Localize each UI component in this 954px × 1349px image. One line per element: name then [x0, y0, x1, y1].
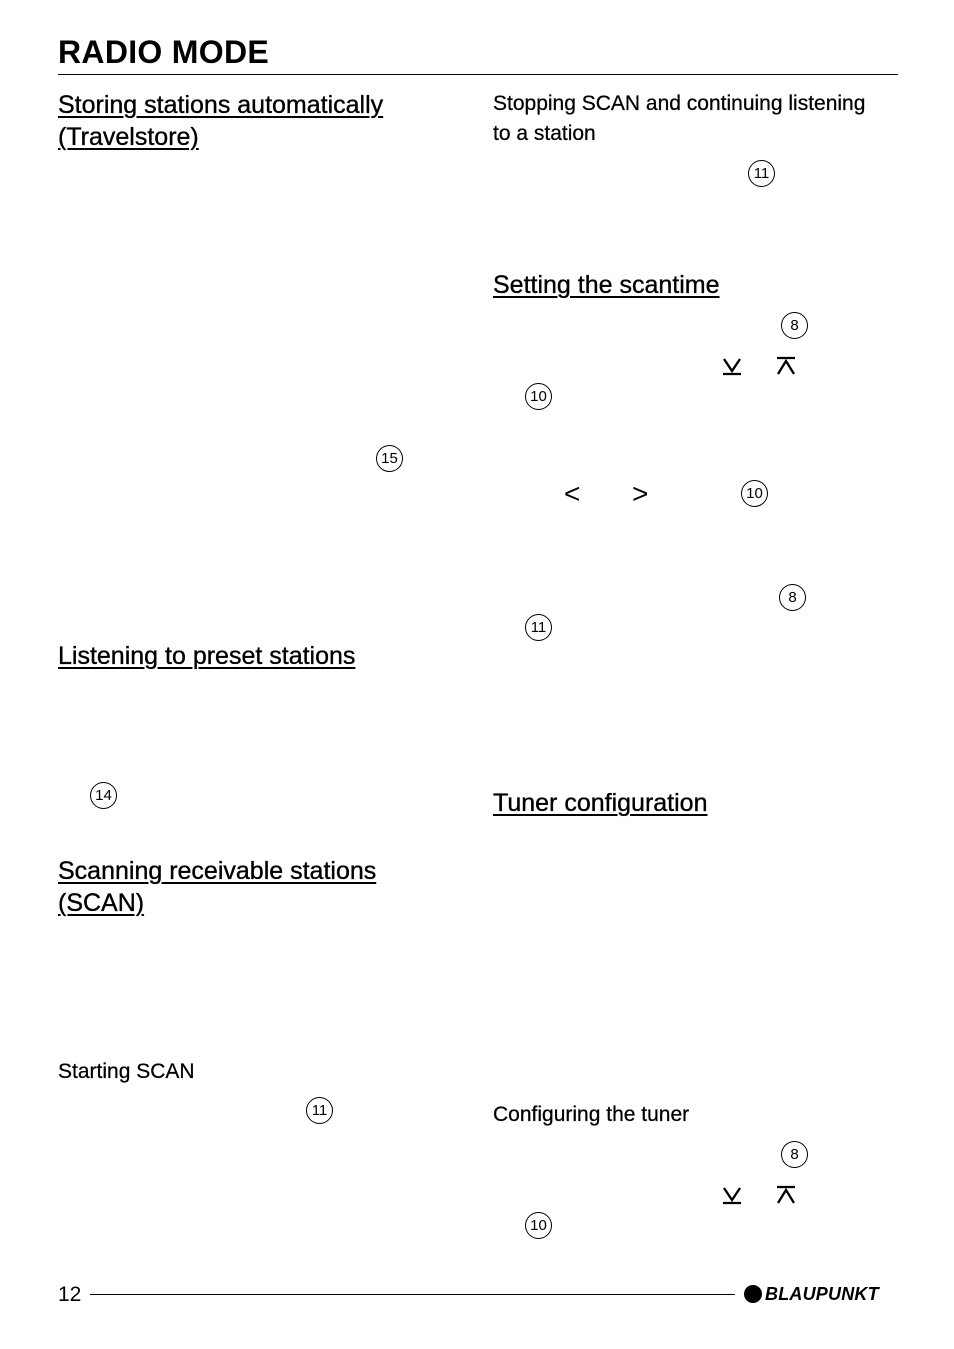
footer-divider — [90, 1294, 735, 1295]
configuring-tuner-label: Configuring the tuner — [493, 1103, 690, 1126]
tuner-configuration-heading: Tuner configuration — [493, 789, 708, 817]
up-arrow-icon — [775, 1185, 797, 1205]
down-arrow-icon — [721, 356, 743, 376]
ref-marker-15: 15 — [376, 445, 403, 472]
right-arrow-icon: > — [632, 478, 649, 509]
ref-marker-10: 10 — [525, 1212, 552, 1239]
page-title: RADIO MODE — [58, 34, 269, 70]
ref-marker-14: 14 — [90, 782, 117, 809]
ref-marker-10: 10 — [741, 480, 768, 507]
scantime-heading: Setting the scantime — [493, 271, 720, 299]
down-arrow-icon — [721, 1185, 743, 1205]
ref-marker-11: 11 — [525, 614, 552, 641]
travelstore-heading: Storing stations automatically (Travelstore) — [58, 91, 384, 151]
stopping-scan-label: Stopping SCAN and continuing listening to a station — [493, 92, 866, 145]
ref-marker-11: 11 — [306, 1097, 333, 1124]
title-divider — [58, 74, 898, 75]
left-arrow-icon: < — [564, 478, 581, 509]
ref-marker-8: 8 — [779, 584, 806, 611]
ref-marker-8: 8 — [781, 1141, 808, 1168]
starting-scan-label: Starting SCAN — [58, 1060, 195, 1083]
up-arrow-icon — [775, 356, 797, 376]
ref-marker-8: 8 — [781, 312, 808, 339]
page-number: 12 — [58, 1283, 82, 1306]
ref-marker-11: 11 — [748, 160, 775, 187]
brand-logo — [744, 1283, 879, 1305]
ref-marker-10: 10 — [525, 383, 552, 410]
brand-dot-icon — [744, 1285, 762, 1303]
brand-name: BLAUPUNKT — [765, 1284, 879, 1304]
scan-heading: Scanning receivable stations (SCAN) — [58, 857, 377, 917]
preset-stations-heading: Listening to preset stations — [58, 642, 356, 670]
